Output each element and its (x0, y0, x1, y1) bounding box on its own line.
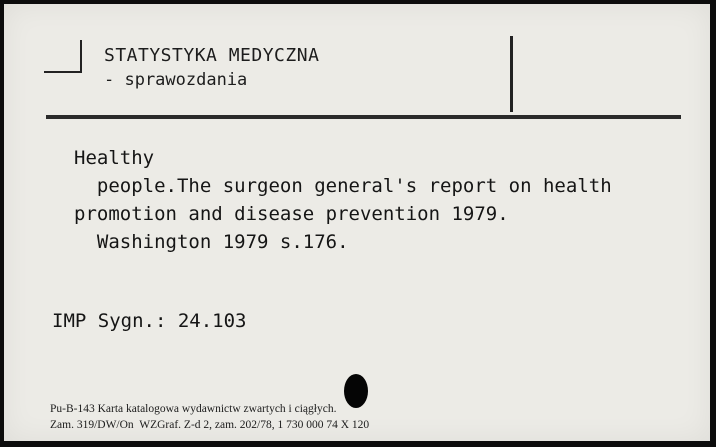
entry-line-3: promotion and disease prevention 1979. (74, 203, 509, 225)
card-subtitle: - sprawozdania (104, 70, 248, 90)
footer-line-2: Zam. 319/DW/On WZGraf. Z-d 2, zam. 202/78, 1 730 000 74 X 120 (50, 419, 370, 431)
corner-mark-horizontal (44, 71, 82, 73)
catalog-card (4, 4, 710, 441)
call-number: IMP Sygn.: 24.103 (52, 310, 247, 332)
bibliographic-entry (74, 144, 612, 256)
card-header (104, 45, 319, 91)
card-title: STATYSTYKA MEDYCZNA (104, 45, 320, 66)
header-vertical-divider (510, 36, 513, 112)
entry-line-2: people.The surgeon general's report on health (74, 175, 612, 197)
card-footer (50, 401, 369, 433)
footer-line-1: Pu-B-143 Karta katalogowa wydawnictw zwartych i ciągłych. (50, 403, 337, 415)
corner-mark-vertical (80, 40, 82, 72)
header-horizontal-divider (46, 115, 681, 119)
entry-line-4: Washington 1979 s.176. (74, 231, 349, 253)
entry-line-1: Healthy (74, 147, 155, 169)
